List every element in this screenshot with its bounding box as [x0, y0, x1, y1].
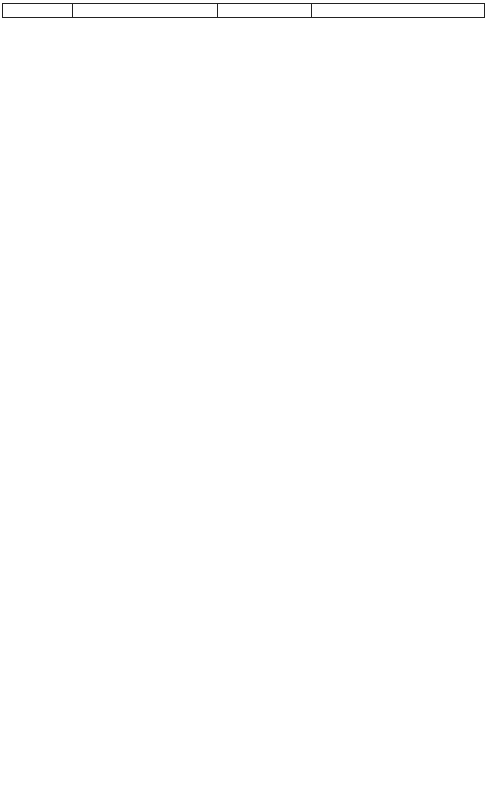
header-sale-location: [312, 4, 485, 18]
header-district: [3, 4, 73, 18]
table-header-row: [3, 4, 485, 18]
water-sale-schedule-table: [2, 3, 485, 18]
header-community-name: [218, 4, 312, 18]
header-sale-date: [73, 4, 218, 18]
